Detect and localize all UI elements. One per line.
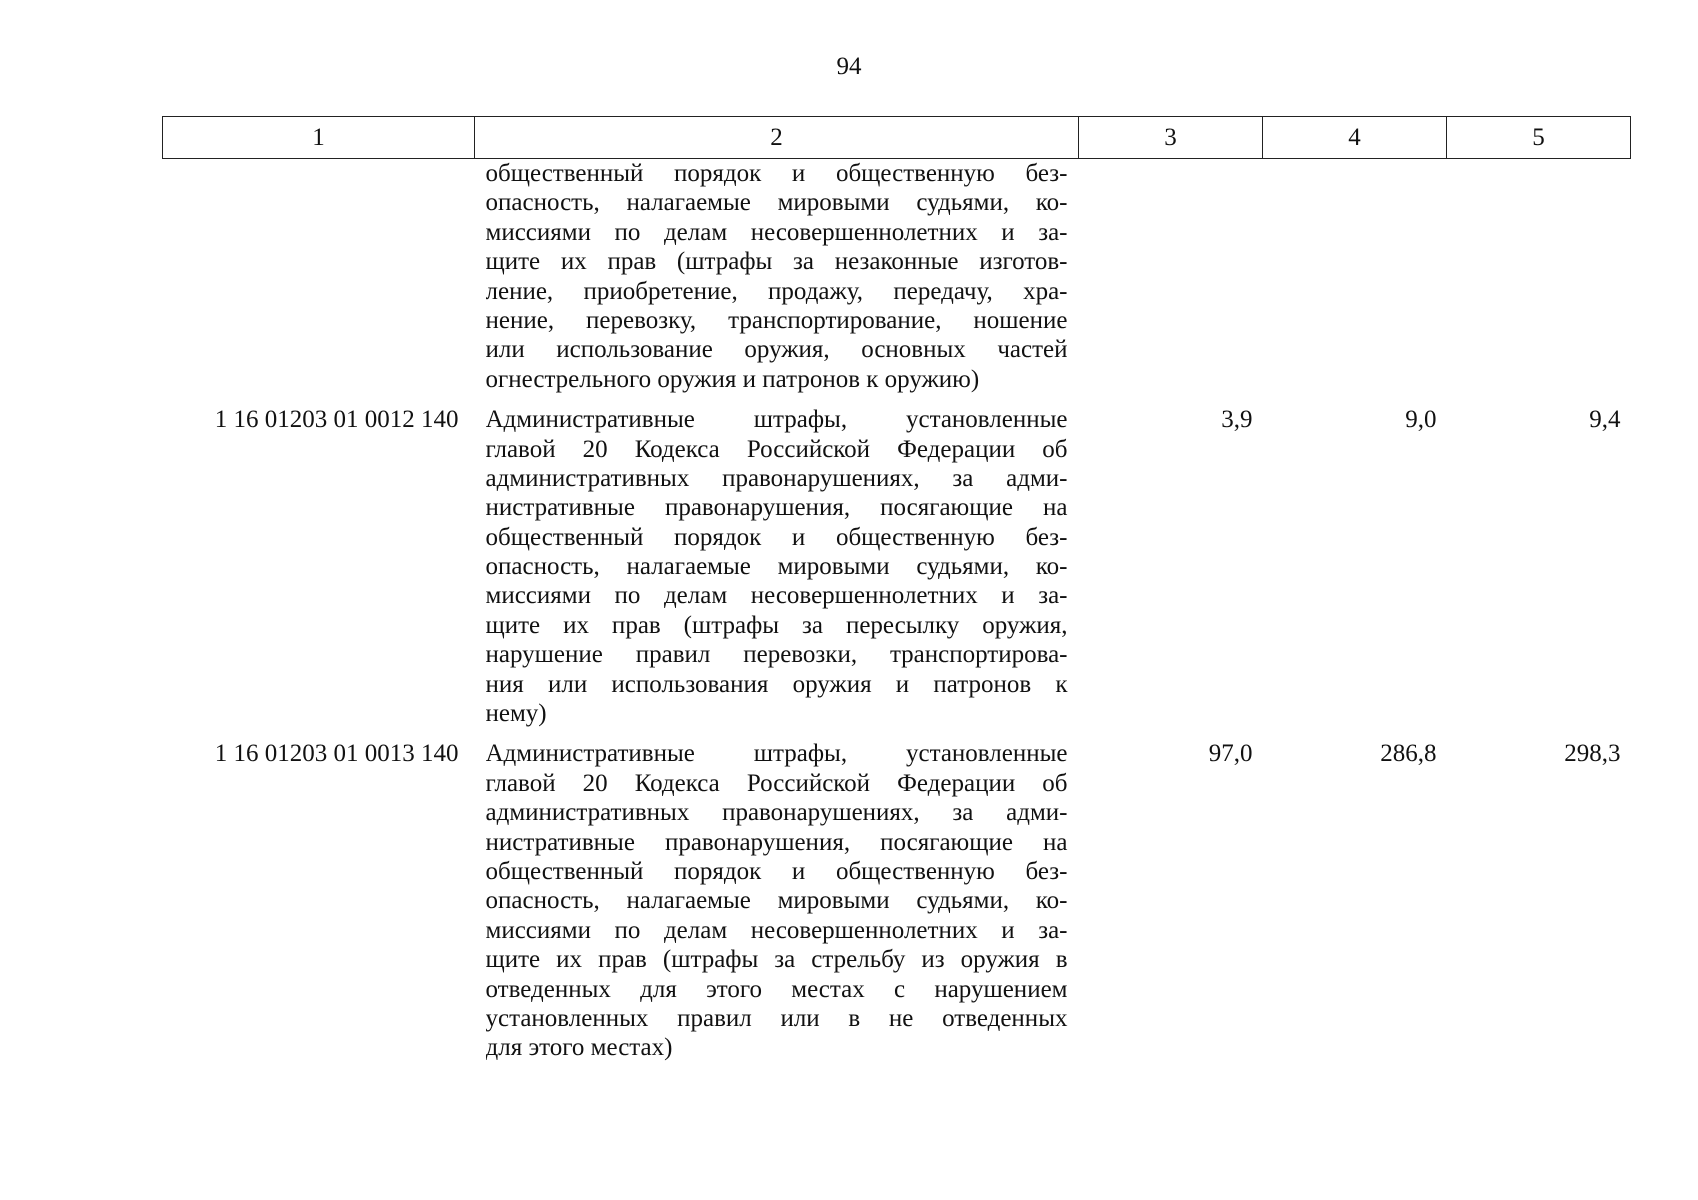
description-line: огнестрельного оружия и патронов к оружию): [485, 365, 980, 393]
description-line: ление, приобретение, продажу, передачу, хра-: [485, 277, 1068, 305]
header-row: [163, 117, 1631, 159]
description-line: щите их прав (штрафы за незаконные изготов-: [485, 248, 1068, 276]
description-line: общественный порядок и общественную без-: [485, 160, 1068, 187]
table-row: [163, 728, 1631, 1062]
table-body: [163, 159, 1631, 1063]
header-col-3: 3: [1079, 117, 1263, 159]
description-line: нение, перевозку, транспортирование, ношение: [485, 306, 1068, 334]
code-cell: 1 16 01203 01 0012 140: [214, 406, 459, 434]
code-cell: 1 16 01203 01 0013 140: [214, 740, 459, 768]
description-line: общественный порядок и общественную без-: [485, 857, 1068, 885]
description-line: опасность, налагаемые мировыми судьями, ко-: [485, 553, 1068, 581]
code-cell: [163, 159, 475, 395]
description-line: установленных правил или в не отведенных: [485, 1004, 1068, 1032]
description-line: щите их прав (штрафы за пересылку оружия,: [485, 611, 1068, 639]
value-cell-col-4: 286,8: [1380, 740, 1437, 768]
value-cell-col-5: [1447, 159, 1631, 395]
description-line: главой 20 Кодекса Российской Федерации об: [485, 435, 1068, 463]
description-line: для этого местах): [485, 1034, 673, 1062]
description-line: нистративные правонарушения, посягающие на: [485, 494, 1068, 522]
description-line: Административные штрафы, установленные: [485, 740, 1068, 768]
header-col-2: 2: [475, 117, 1079, 159]
description-line: общественный порядок и общественную без-: [485, 523, 1068, 551]
description-line: миссиями по делам несовершеннолетних и за-: [485, 582, 1068, 610]
description-line: или использование оружия, основных частей: [485, 336, 1068, 364]
description-line: нистративные правонарушения, посягающие на: [485, 828, 1068, 856]
value-cell-col-3: [1079, 159, 1263, 395]
description-cell: [475, 728, 1079, 1062]
value-cell-col-4: [1263, 159, 1447, 395]
description-line: миссиями по делам несовершеннолетних и за-: [485, 218, 1068, 246]
description-cell: [475, 159, 1079, 395]
budget-table: [162, 116, 1631, 1063]
description-line: опасность, налагаемые мировыми судьями, ко-: [485, 189, 1068, 217]
description-line: щите их прав (штрафы за стрельбу из оружия в: [485, 946, 1068, 974]
description-line: главой 20 Кодекса Российской Федерации об: [485, 769, 1068, 797]
header-col-4: 4: [1263, 117, 1447, 159]
value-cell-col-5: 9,4: [1589, 406, 1621, 434]
description-line: опасность, налагаемые мировыми судьями, ко-: [485, 887, 1068, 915]
description-line: миссиями по делам несовершеннолетних и за-: [485, 916, 1068, 944]
value-cell-col-5: 298,3: [1564, 740, 1621, 768]
value-cell-col-3: 97,0: [1208, 740, 1253, 768]
description-cell: [475, 394, 1079, 728]
table-row: [163, 394, 1631, 728]
description-line: нему): [485, 700, 547, 728]
description-line: административных правонарушениях, за адми-: [485, 464, 1068, 492]
description-line: Административные штрафы, установленные: [485, 406, 1068, 434]
table-row: [163, 159, 1631, 395]
description-line: нарушение правил перевозки, транспортирова-: [485, 641, 1068, 669]
description-line: административных правонарушениях, за адми-: [485, 799, 1068, 827]
value-cell-col-4: 9,0: [1405, 406, 1437, 434]
header-col-5: 5: [1447, 117, 1631, 159]
page-number: 94: [836, 53, 862, 80]
description-line: отведенных для этого местах с нарушением: [485, 975, 1068, 1003]
description-line: ния или использования оружия и патронов к: [485, 670, 1068, 698]
header-col-1: 1: [163, 117, 475, 159]
table-header: [163, 117, 1631, 159]
value-cell-col-3: 3,9: [1221, 406, 1253, 434]
